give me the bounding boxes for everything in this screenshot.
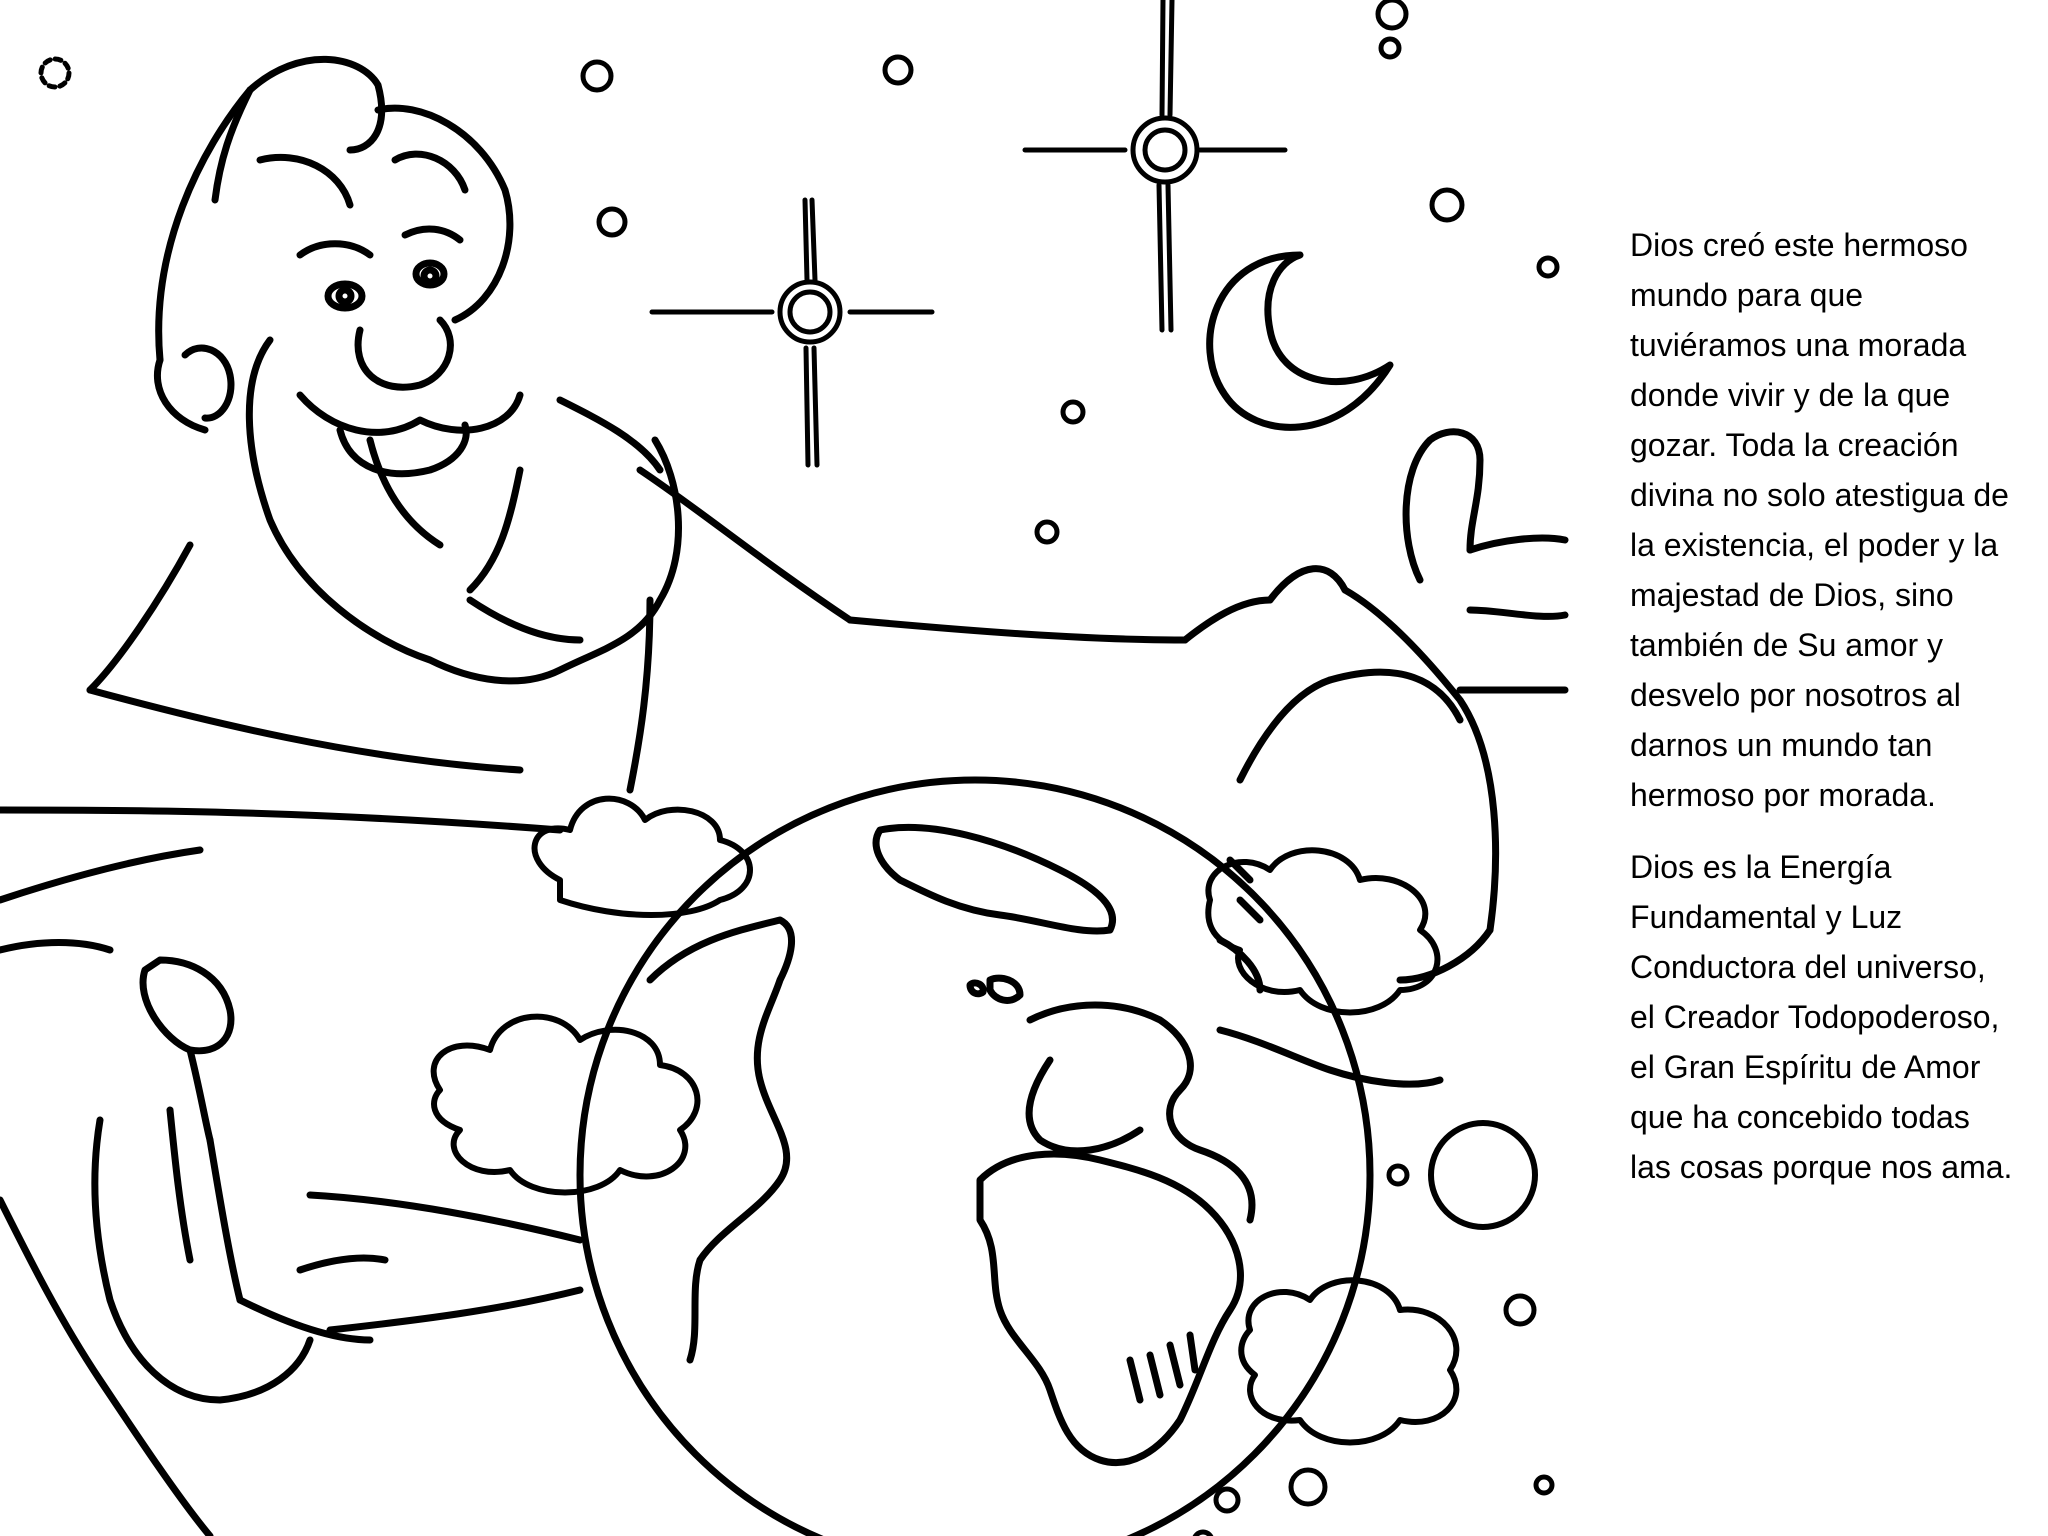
bearded-man: [0, 59, 1565, 1536]
sky-dots: [41, 0, 1557, 1536]
star-left-icon: [652, 200, 932, 465]
caption-paragraph-2: Dios es la Energía Fundamental y Luz Conductora del universo, el Creador Todopoderoso, el Gran Espíritu de Amor que ha concebido todas las cosas porque nos ama.: [1630, 849, 2013, 1185]
caption-paragraph-1: Dios creó este hermoso mundo para que tuviéramos una morada donde vivir y de la que gozar. Toda la creación divina no solo atestigua de la existencia, el poder y la majestad de Dios, sino también de Su amor y desvelo por nosotros al darnos un mundo tan hermoso por morada.: [1630, 227, 2009, 813]
star-top-icon: [1025, 0, 1285, 330]
caption-text: [1630, 220, 2015, 1214]
crescent-moon-icon: [1210, 255, 1390, 427]
planet: [1431, 1123, 1535, 1227]
earth-globe-icon: [580, 780, 1370, 1536]
